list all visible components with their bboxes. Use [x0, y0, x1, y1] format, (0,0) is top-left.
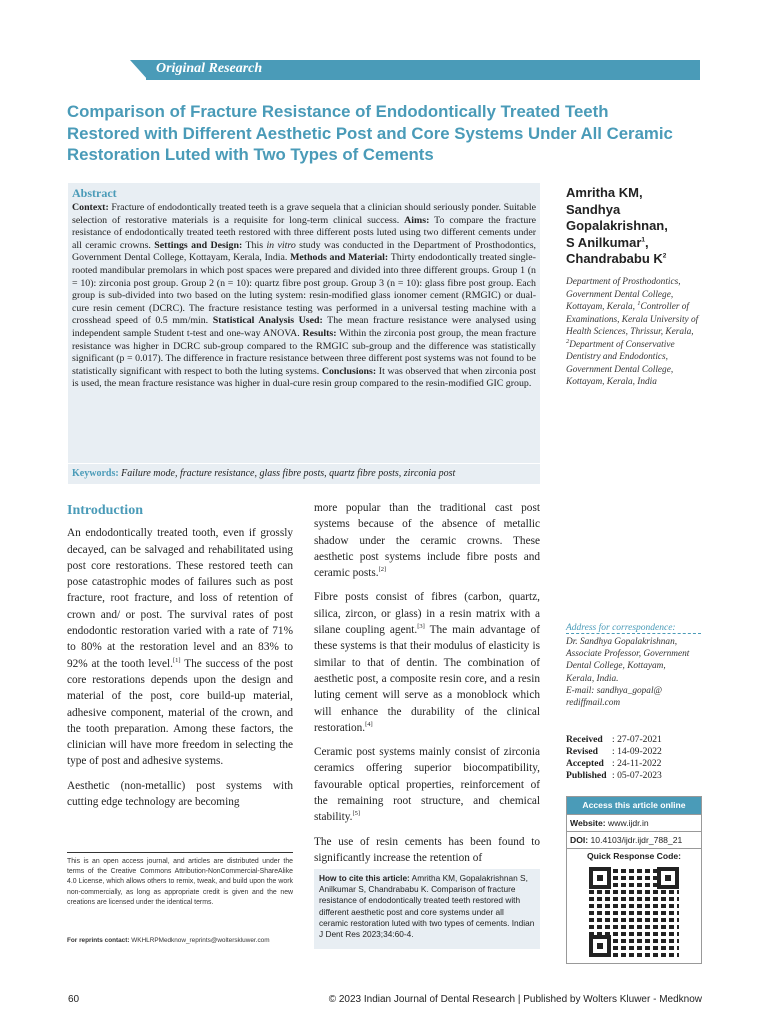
affil-2: Controller of Examinations, Kerala University of Health Sciences, Thrissur, Kerala, [566, 302, 699, 337]
intro-paragraph-3 [314, 500, 540, 581]
author-4 [566, 251, 706, 268]
date-label: Revised [566, 746, 598, 757]
qr-label: Quick Response Code: [567, 848, 701, 863]
abstract-box [68, 183, 540, 484]
author-3 [566, 235, 706, 252]
intro-paragraph-6: The use of resin cements has been found to significantly increase the retention of [314, 835, 540, 864]
results-text: Within the zirconia post group, the mean fracture resistance was higher in DCRC sub-group compared to the RMGIC sub-group and the difference was statistically significant (p = 0.017). The difference in fracture resistance between three different post systems was not found to be statistically significant with respect to both the luting systems. [72, 327, 536, 377]
page-number: 60 [68, 994, 80, 1005]
date-row [566, 746, 662, 758]
settings-label: Settings and Design: [154, 239, 243, 251]
settings-text-b: study was conducted in the Department of Prosthodontics, Government Dental College, Kottayam, Kerala, India. [72, 239, 536, 264]
affil-sup-1: 1 [637, 299, 641, 307]
column-left [67, 503, 293, 818]
author-4-sup: 2 [662, 252, 667, 260]
article-title: Comparison of Fracture Resistance of Endodontically Treated Teeth Restored with Different Aesthetic Post and Core Systems Under All Ceramic Restoration Luted with Two Types of Cements [67, 102, 673, 164]
affil-3: Department of Conservative Dentistry and Endodontics, Government Dental College, Kottayam, Kerala, India [566, 339, 675, 387]
stats-label: Statistical Analysis Used: [212, 315, 323, 327]
doi-label: DOI: [570, 835, 589, 845]
date-value: : 27-07-2021 [612, 734, 662, 745]
results-label: Results: [302, 327, 337, 339]
intro-paragraph-2: Aesthetic (non-metallic) post systems with cutting edge technology are becoming [67, 779, 293, 809]
intro-p3: more popular than the traditional cast post systems because of the absence of metallic shadow under the ceramic crowns. These aesthetic post systems include fibre posts and ceramic posts. [314, 502, 540, 580]
date-label: Received [566, 734, 603, 745]
section-banner [68, 60, 700, 80]
methods-label: Methods and Material: [290, 252, 389, 264]
intro-paragraph-1 [67, 525, 293, 769]
aims-text: To compare the fracture resistance of endodontically treated teeth restored with three different posts luted using two different cements under all ceramic crowns. [72, 214, 536, 251]
settings-italic: in vitro [266, 239, 296, 251]
date-row [566, 758, 662, 770]
keywords-text: Failure mode, fracture resistance, glass fibre posts, quartz fibre posts, zirconia post [118, 468, 456, 479]
date-value: : 05-07-2023 [612, 770, 662, 781]
author-3-name: S Anilkumar [566, 234, 642, 250]
author-1: Amritha KM, [566, 185, 643, 200]
conclusions-text: It was observed that when zirconia post is used, the mean fracture resistance was higher in dual-cure resin group compared to the resin-modified GIC group. [72, 365, 536, 390]
reprints-email[interactable]: WKHLRPMedknow_reprints@wolterskluwer.com [129, 937, 270, 944]
intro-paragraph-4 [314, 589, 540, 736]
website-row[interactable] [567, 814, 701, 831]
keywords-label: Keywords: [72, 468, 119, 479]
authors [566, 185, 706, 268]
cite-text: Amritha KM, Gopalakrishnan S, Anilkumar S, Chandrababu K. Comparison of fracture resistance of endodontically treated teeth restored with different aesthetic post and core systems under all ceramic restoration luted with two types of cements. Indian J Dent Res 2023;34:60-4. [319, 873, 535, 940]
author-2-last: Gopalakrishnan, [566, 218, 668, 233]
reprints-label: For reprints contact: [67, 937, 130, 944]
settings-text-a: This [242, 239, 267, 251]
corr-line-2: Associate Professor, Government Dental College, Kottayam, [566, 649, 690, 672]
date-row [566, 734, 662, 746]
context-text: Fracture of endodontically treated teeth is a grave sequela that a clinician should seriously ponder. Suitable selection of restorative materials is a requisite for long-term clinical success. [72, 202, 536, 226]
ref-4[interactable]: [4] [365, 721, 373, 729]
intro-p1: An endodontically treated tooth, even if grossly decayed, can be salvaged and rehabilitated using post core restorations. These restored teeth can pose catastrophic modes of failures such as post fracture, root fracture, and loss of retention of crown and/ or post. The survival rates of post endodontic restoration varied with a rate of 71% to 80% at the restoration level and an 83% to 92% at the tooth level. [67, 527, 293, 670]
date-row [566, 770, 662, 782]
website-link[interactable]: www.ijdr.in [605, 818, 649, 828]
corr-email-1[interactable]: E-mail: sandhya_gopal@ [566, 685, 663, 696]
date-value: : 14-09-2022 [612, 746, 662, 757]
corr-line-1: Dr. Sandhya Gopalakrishnan, [566, 637, 678, 647]
affil-1: Department of Prosthodontics, Government Dental College, Kottayam, Kerala, [566, 277, 681, 312]
date-value: : 24-11-2022 [612, 758, 662, 769]
reprints-note [67, 937, 270, 944]
author-2-first: Sandhya [566, 201, 621, 217]
author-3-comma: , [645, 234, 649, 250]
intro-p4: Fibre posts consist of fibres (carbon, quartz, silica, zircon, or glass) in a resin matrix with a silane coupling agent. [314, 591, 540, 637]
cite-label: How to cite this article: [319, 873, 410, 883]
doi-row[interactable] [567, 831, 701, 848]
license-note: This is an open access journal, and articles are distributed under the terms of the Creative Commons Attribution-NonCommercial-ShareAlike 4.0 License, which allows others to remix, tweak, and build upon the work non-commercially, as long as appropriate credit is given and the new creations are licensed under the identical terms. [67, 852, 293, 908]
abstract-heading: Abstract [72, 186, 117, 200]
citation-box [314, 869, 540, 949]
column-right [314, 500, 540, 874]
author-3-sup: 1 [641, 236, 645, 244]
affil-sup-2: 2 [566, 337, 570, 345]
aims-label: Aims: [404, 214, 430, 226]
corr-line-3: Kerala, India. [566, 673, 619, 684]
intro-p4b: The main advantage of these systems is that their modulus of elasticity is similar to that of dentin. The combination of aesthetic post, a composite resin core, and a resin luting cement will serve as a monoblock which will enhance the durability of the clinical restoration. [314, 624, 540, 734]
stats-text: The mean fracture resistance were analysed using independent sample Student t-test and one-way ANOVA. [72, 315, 537, 339]
date-label: Accepted [566, 758, 604, 769]
affiliations [566, 276, 701, 389]
website-label: Website: [570, 818, 606, 828]
access-box [566, 796, 702, 964]
intro-paragraph-5 [314, 744, 540, 825]
abstract-text [72, 202, 536, 391]
qr-code-icon[interactable] [589, 867, 679, 957]
keywords [68, 463, 540, 484]
ref-5[interactable]: [5] [352, 810, 361, 818]
dates-table [566, 734, 662, 782]
corr-email-2[interactable]: rediffmail.com [566, 698, 621, 709]
ref-2[interactable]: [2] [378, 566, 387, 574]
correspondence-heading: Address for correspondence: [566, 623, 701, 634]
doi-link[interactable]: 10.4103/ijdr.ijdr_788_21 [588, 835, 683, 845]
intro-p1b: The success of the post core restorations depends upon the design and material of the post, core build-up material, adhesive component, material of the crown, and the tooth preparation. Among these factors, the clinician will have more freedom in selecting the type of post and adhesive systems. [67, 657, 293, 768]
ref-3[interactable]: [3] [417, 623, 425, 631]
access-heading: Access this article online [567, 797, 701, 814]
intro-heading: Introduction [67, 503, 143, 518]
footer-copyright: © 2023 Indian Journal of Dental Research | Published by Wolters Kluwer - Medknow [328, 994, 702, 1005]
ref-1[interactable]: [1] [172, 656, 181, 664]
date-label: Published [566, 770, 607, 781]
author-4-name: Chandrababu K [566, 251, 663, 266]
conclusions-label: Conclusions: [321, 365, 377, 377]
intro-p5: Ceramic post systems mainly consist of zirconia ceramics offering superior biocompatibility, favourable optical properties, reinforcement of the remaining root structure, and chemical stability. [314, 746, 540, 824]
methods-text: Thirty endodontically treated single-rooted mandibular premolars in which post spaces were prepared and divided into three different groups. Group 1 (n = 10): zirconia post group. Group 2 (n = 10): quartz fibre post group. Group 3 (n = 10): glass fibre post group. Each group is sub-divided into two based on the luting system: resin-modified glass ionomer cement (RMGIC) or dual-cure resin cement (DCRC). The fracture resistance testing was performed in a universal testing machine with a crosshead speed of 0.5 mm/min. [72, 252, 536, 327]
context-label: Context: [72, 202, 109, 213]
section-label: Original Research [156, 61, 263, 76]
correspondence-address [566, 636, 704, 709]
